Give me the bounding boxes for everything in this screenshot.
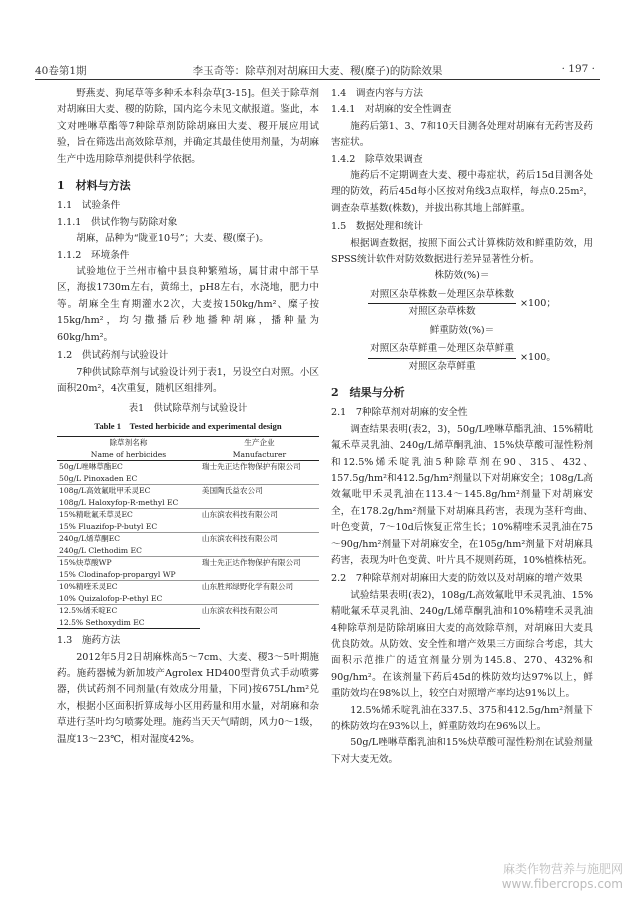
manufacturer: 美国陶氏益农公司 [200, 485, 319, 509]
manufacturer: 瑞士先正达作物保护有限公司 [200, 557, 319, 581]
section-1-4-2-text: 施药后不定期调查大麦、稷中毒症状，药后15d目测各处理的防效，药后45d每小区按对角线3点取样，每点0.25m²，调查杂草基数(株数)，并拔出称其地上部鲜重。 [331, 170, 593, 214]
table-1-caption-cn: 表1 供试除草剂与试验设计 [128, 403, 248, 415]
herbicide-name-cn: 15%炔草酸WP [57, 557, 200, 569]
table-header-herbicide-cn: 除草剂名称 [57, 437, 200, 449]
formula-1-multiplier: ×100； [519, 297, 556, 309]
formula-1-denominator: 对照区杂草株数 [408, 306, 476, 318]
section-2-heading: 2 结果与分析 [331, 385, 405, 399]
watermark [502, 860, 623, 891]
section-1-4-1-heading: 1.4.1 对胡麻的安全性调查 [331, 104, 452, 116]
herbicide-name-en: 15% Fluazifop-P-butyl EC [59, 521, 158, 531]
table-row [57, 485, 319, 497]
formula-2 [331, 341, 593, 375]
section-1-2-text: 7种供试除草剂与试验设计列于表1，另设空白对照。小区面积20m²，4次重复，随机区组排列。 [57, 366, 319, 394]
table-row [57, 461, 319, 473]
table-row [57, 509, 319, 521]
herbicide-name-en: 15% Clodinafop-propargyl WP [59, 569, 176, 579]
formula-1-numerator: 对照区杂草株数－处理区杂草株数 [368, 287, 516, 304]
section-1-1-heading: 1.1 试验条件 [57, 200, 121, 212]
table-1-caption-en: Table 1 Tested herbicide and experimental design [94, 420, 282, 431]
formula-1-label: 株防效(%)＝ [434, 270, 490, 282]
herbicide-name-cn: 108g/L高效氟吡甲禾灵EC [57, 485, 200, 497]
section-2-1-text: 调查结果表明(表2，3)，50g/L唑啉草酯乳油、15%精吡氟禾草灵乳油、240g/L烯草酮乳油、15%炔草酸可湿性粉剂和12.5%烯禾啶乳油5种除草剂在90、315、432、157.5g/hm²和412.5g/hm²剂量以下对胡麻安全；108g/L高效氟吡甲禾灵乳油在113.4～145.8g/hm²剂量下对胡麻安全，在178.2g/hm²剂量下对胡麻具药害，表现为茎秆弯曲、叶色变黄，7～10d后恢复正常生长；10%精喹禾灵乳油在75～90g/hm²剂量下对胡麻安全，在105g/hm²剂量下对胡麻具药害，表现为叶色变黄、叶片具不规则药斑，10%植株枯死。 [331, 423, 593, 566]
manufacturer: 山东胜邦绿野化学有限公司 [200, 581, 319, 605]
section-1-1-2-heading: 1.1.2 环境条件 [57, 249, 130, 261]
section-1-1-1-heading: 1.1.1 供试作物与防除对象 [57, 216, 178, 228]
page-number: · 197 · [561, 63, 595, 75]
table-row [57, 557, 319, 569]
section-1-heading: 1 材料与方法 [57, 179, 131, 193]
table-1 [57, 436, 319, 629]
section-1-1-2-text: 试验地位于兰州市榆中县良种繁殖场，属甘肃中部干旱区，海拔1730m左右，黄绵土，pH8左右，水浇地，肥力中等。胡麻全生育期灌水2次，大麦按150kg/hm²、糜子按15kg/hm²，均匀撒播后秒地播种胡麻，播种量为60kg/hm²。 [57, 266, 319, 343]
manufacturer: 山东滨农科技有限公司 [200, 605, 319, 629]
section-1-5-text: 根据调查数据，按照下面公式计算株防效和鲜重防效，用SPSS统计软件对防效数据进行差异显著性分析。 [331, 237, 593, 266]
table-header-manufacturer-en: Manufacturer [200, 449, 319, 461]
right-column [331, 86, 593, 768]
herbicide-name-en: 12.5% Sethoxydim EC [57, 617, 200, 629]
watermark-url: www.fibercrops.com [501, 877, 623, 891]
formula-2-multiplier: ×100。 [519, 351, 556, 363]
manufacturer: 瑞士先正达作物保护有限公司 [201, 462, 301, 472]
herbicide-name-cn: 10%精喹禾灵EC [57, 581, 200, 593]
section-1-3-text: 2012年5月2日胡麻株高5～7cm、大麦、稷3～5叶期施药。施药器械为新加坡产Agrolex HD400型背负式手动喷雾器，供试药剂不同剂量(有效成分用量，下同)按675L/hm²兑水，根据小区面积折算成每小区用药量和用水量，对胡麻和杂草进行茎叶均匀喷雾处理。施药当天天气晴朗，风力0～1级，温度13～23℃，相对湿度42%。 [57, 651, 319, 745]
section-1-4-1-text: 施药后第1、3、7和10天目测各处理对胡麻有无药害及药害症状。 [331, 120, 593, 149]
section-1-2-heading: 1.2 供试药剂与试验设计 [57, 350, 169, 362]
herbicide-name-en: 50g/L Pinoxaden EC [59, 473, 138, 483]
section-1-4-heading: 1.4 调查内容与方法 [331, 88, 424, 99]
formula-1 [331, 287, 593, 321]
herbicide-name-cn: 50g/L唑啉草酯EC [59, 462, 123, 472]
watermark-site-name: 麻类作物营养与施肥网 [502, 862, 623, 876]
running-header-title: 李玉奇等：除草剂对胡麻田大麦、稷(糜子)的防除效果 [192, 65, 443, 77]
table-row [57, 533, 319, 545]
formula-2-label: 鲜重防效(%)＝ [429, 324, 495, 336]
formula-2-denominator: 对照区杂草鲜重 [408, 360, 476, 372]
section-2-2-text-b: 12.5%烯禾啶乳油在337.5、375和412.5g/hm²剂量下的株防效均在93%以上，鲜重防效均在96%以上。 [331, 704, 593, 733]
section-1-1-1-text: 胡麻，品种为“陇亚10号”；大麦、稷(糜子)。 [76, 233, 269, 245]
left-column [57, 86, 319, 748]
table-row [57, 605, 319, 617]
herbicide-name-cn: 15%精吡氟禾草灵EC [57, 509, 200, 521]
section-2-2-text-c: 50g/L唑啉草酯乳油和15%炔草酸可湿性粉剂在试验剂量下对大麦无效。 [331, 737, 593, 765]
table-header-herbicide-en: Name of herbicides [57, 449, 200, 461]
formula-2-numerator: 对照区杂草鲜重－处理区杂草鲜重 [368, 341, 516, 358]
section-1-3-heading: 1.3 施药方法 [57, 635, 121, 647]
manufacturer: 山东滨农科技有限公司 [200, 533, 319, 557]
herbicide-name-cn: 240g/L烯草酮EC [57, 533, 200, 545]
herbicide-name-en: 108g/L Haloxyfop-R-methyl EC [59, 497, 179, 507]
section-2-2-text: 试验结果表明(表2)，108g/L高效氟吡甲禾灵乳油、15%精吡氟禾草灵乳油、240g/L烯草酮乳油和10%精喹禾灵乳油4种除草剂是防除胡麻田大麦的高效除草剂，对胡麻田大麦具优良防效。从防效、安全性和增产效果三方面综合考虑，其大面积示范推广的适宜剂量分别为145.8、270、432%和90g/hm²。在该剂量下药后45d的株防效均达97%以上，鲜重防效均在98%以上，较空白对照增产率均达91%以上。 [331, 589, 593, 700]
herbicide-name-en: 10% Quizalofop-P-ethyl EC [59, 593, 163, 603]
table-row [57, 581, 319, 593]
intro-paragraph: 野燕麦、狗尾草等多种禾本科杂草[3-15]。但关于除草剂对胡麻田大麦、稷的防除，国内迄今未见文献报道。鉴此，本文对唑啉草酯等7种除草剂防除胡麻田大麦、稷开展应用试验，旨在筛选出高效除草剂，并确定其最佳使用剂量，为胡麻生产中选用除草剂提供科学依据。 [57, 88, 319, 165]
manufacturer: 山东滨农科技有限公司 [200, 509, 319, 533]
section-2-1-heading: 2.1 7种除草剂对胡麻的安全性 [331, 407, 468, 419]
header-rule [35, 79, 600, 80]
running-header-volume: 40卷第1期 [35, 65, 87, 77]
herbicide-name-cn: 12.5%烯禾啶EC [57, 605, 200, 617]
section-1-4-2-heading: 1.4.2 除草效果调查 [331, 153, 423, 165]
section-1-5-heading: 1.5 数据处理和统计 [331, 221, 424, 233]
table-header-manufacturer-cn: 生产企业 [200, 437, 319, 449]
herbicide-name-en: 240g/L Clethodim EC [59, 545, 142, 555]
section-2-2-heading: 2.2 7种除草剂对胡麻田大麦的防效以及对胡麻的增产效果 [331, 573, 583, 585]
